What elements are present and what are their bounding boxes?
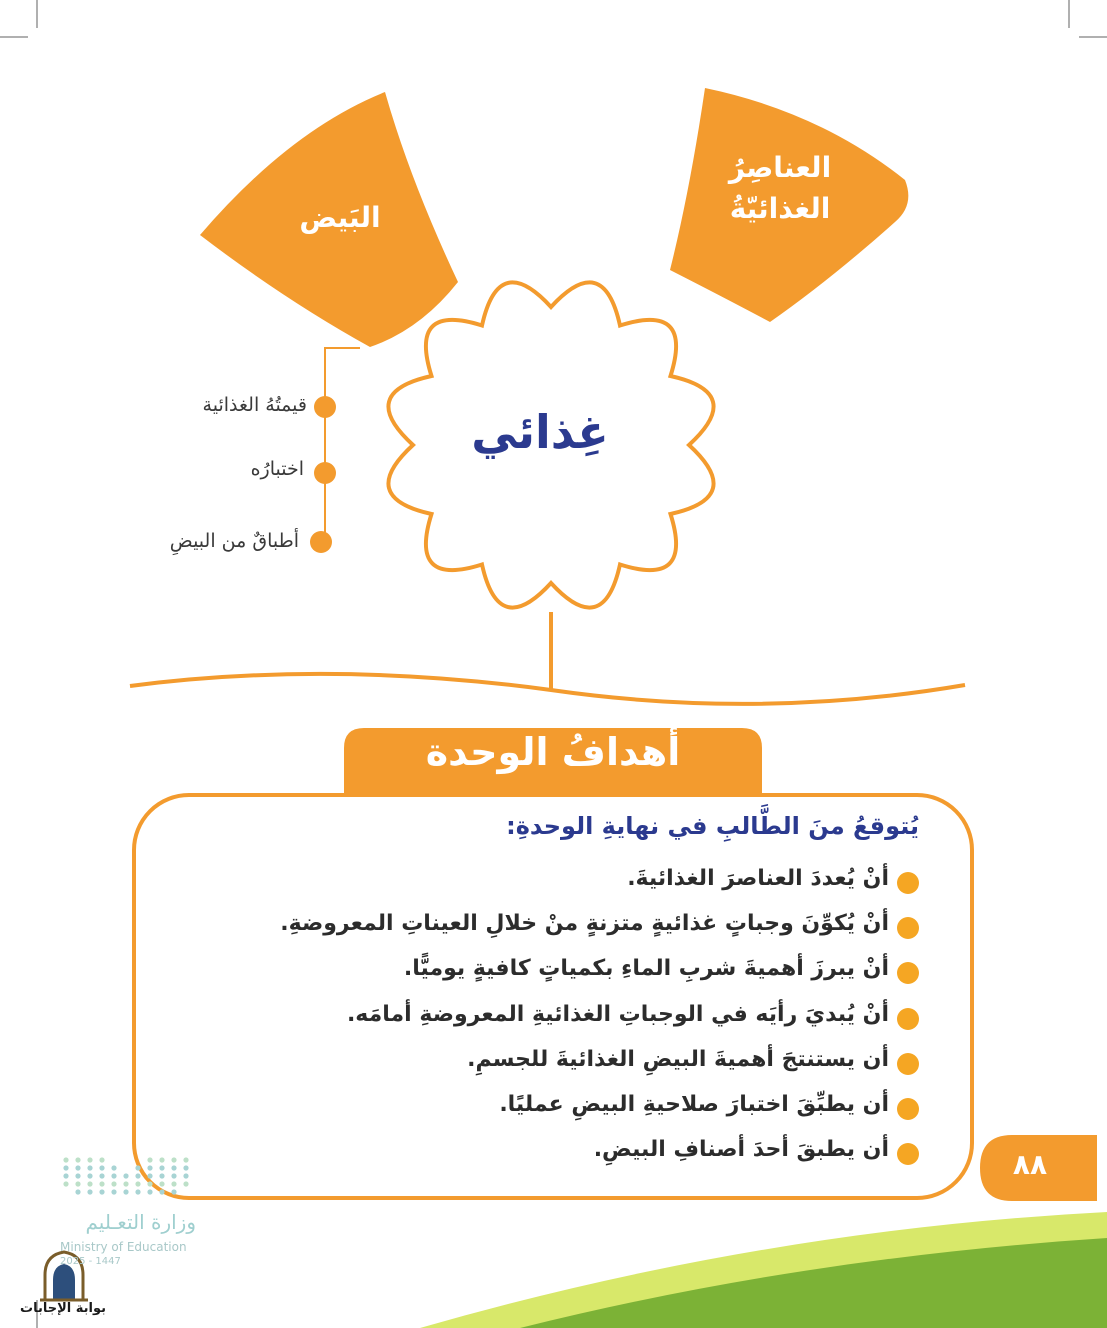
page-number: ٨٨	[1012, 1148, 1048, 1181]
logo-dot	[87, 1165, 92, 1170]
logo-dot	[99, 1157, 104, 1162]
objective-item: أنْ يُعددَ العناصرَ الغذائيةَ.	[627, 866, 889, 891]
logo-dot	[63, 1181, 68, 1186]
logo-dot	[63, 1165, 68, 1170]
logo-dot	[111, 1181, 116, 1186]
logo-dot	[87, 1181, 92, 1186]
logo-dot	[183, 1157, 188, 1162]
logo-dot	[135, 1173, 140, 1178]
subtopic-testing: اختبارُه	[250, 458, 304, 480]
logo-dot	[123, 1173, 128, 1178]
petal-right-line1: العناصِرُ	[728, 151, 832, 184]
objective-item: أنْ يبرزَ أهميةَ شربِ الماءِ بكمياتٍ كافيةٍ يوميًّا.	[403, 956, 889, 981]
logo-dot	[87, 1157, 92, 1162]
ministry-name-arabic: وزارة التعـليم	[85, 1210, 196, 1234]
logo-dot	[123, 1189, 128, 1194]
objective-bullet	[897, 1008, 919, 1030]
logo-dot	[87, 1173, 92, 1178]
logo-dot	[159, 1189, 164, 1194]
objective-item: أن يستنتجَ أهميةَ البيضِ الغذائيةَ للجسمِ.	[467, 1047, 889, 1072]
objective-item: أنْ يُكوِّنَ وجباتٍ غذائيةٍ متزنةٍ منْ خلالِ العيناتِ المعروضةِ.	[280, 911, 889, 936]
subtopic-nutritional-value: قيمتُهُ الغذائية	[202, 394, 307, 416]
objectives-heading: أهدافُ الوحدة	[425, 730, 681, 774]
logo-dot	[123, 1181, 128, 1186]
logo-dot	[171, 1165, 176, 1170]
logo-dot	[75, 1157, 80, 1162]
objective-bullet	[897, 1098, 919, 1120]
logo-dot	[147, 1189, 152, 1194]
objectives-intro: يُتوقعُ منَ الطَّالبِ في نهايةِ الوحدةِ:	[506, 812, 919, 840]
ministry-name-english: Ministry of Education	[60, 1240, 187, 1254]
logo-dot	[135, 1181, 140, 1186]
logo-dot	[135, 1165, 140, 1170]
center-title: غِذائي	[471, 405, 609, 459]
subtopic-bullet	[314, 396, 336, 418]
objective-bullet	[897, 1143, 919, 1165]
logo-dot	[147, 1173, 152, 1178]
logo-dot	[99, 1181, 104, 1186]
logo-dot	[75, 1189, 80, 1194]
ministry-years: 2025 - 1447	[60, 1256, 121, 1267]
logo-dot	[75, 1181, 80, 1186]
watermark-site-name: بوابة الإجابات	[20, 1301, 106, 1316]
logo-dot	[159, 1173, 164, 1178]
logo-dot	[147, 1157, 152, 1162]
logo-dot	[159, 1157, 164, 1162]
logo-dot	[99, 1165, 104, 1170]
logo-dot	[171, 1157, 176, 1162]
logo-dot	[183, 1173, 188, 1178]
logo-dot	[111, 1173, 116, 1178]
petal-right-line2: الغذائيّةُ	[729, 191, 831, 225]
subtopic-egg-dishes: أطباقٌ من البيضِ	[169, 530, 299, 552]
logo-dot	[111, 1165, 116, 1170]
logo-dot	[159, 1165, 164, 1170]
logo-dot	[99, 1173, 104, 1178]
objective-bullet	[897, 1053, 919, 1075]
logo-dot	[159, 1181, 164, 1186]
logo-dot	[63, 1157, 68, 1162]
logo-dot	[135, 1189, 140, 1194]
logo-dot	[147, 1181, 152, 1186]
logo-dot	[171, 1189, 176, 1194]
logo-dot	[87, 1189, 92, 1194]
logo-dot	[75, 1165, 80, 1170]
objective-item: أن يطبِّقَ اختبارَ صلاحيةِ البيضِ عمليًا.	[499, 1092, 889, 1117]
objective-bullet	[897, 872, 919, 894]
logo-dot	[111, 1189, 116, 1194]
logo-dot	[171, 1173, 176, 1178]
objective-bullet	[897, 962, 919, 984]
objective-item: أن يطبقَ أحدَ أصنافِ البيضِ.	[593, 1137, 889, 1162]
logo-dot	[63, 1173, 68, 1178]
subtopic-connector	[325, 348, 360, 542]
logo-dot	[171, 1181, 176, 1186]
petal-left-label: البَيض	[299, 201, 381, 234]
logo-dot	[75, 1173, 80, 1178]
ground-line	[130, 674, 965, 704]
logo-dot	[183, 1181, 188, 1186]
objective-item: أنْ يُبديَ رأيَه في الوجباتِ الغذائيةِ المعروضةِ أمامَه.	[346, 1002, 889, 1027]
subtopic-bullet	[314, 462, 336, 484]
objective-bullet	[897, 917, 919, 939]
logo-dot	[183, 1165, 188, 1170]
logo-dot	[147, 1165, 152, 1170]
petal-right-label	[700, 148, 860, 229]
subtopic-bullet	[310, 531, 332, 553]
logo-dot	[99, 1189, 104, 1194]
